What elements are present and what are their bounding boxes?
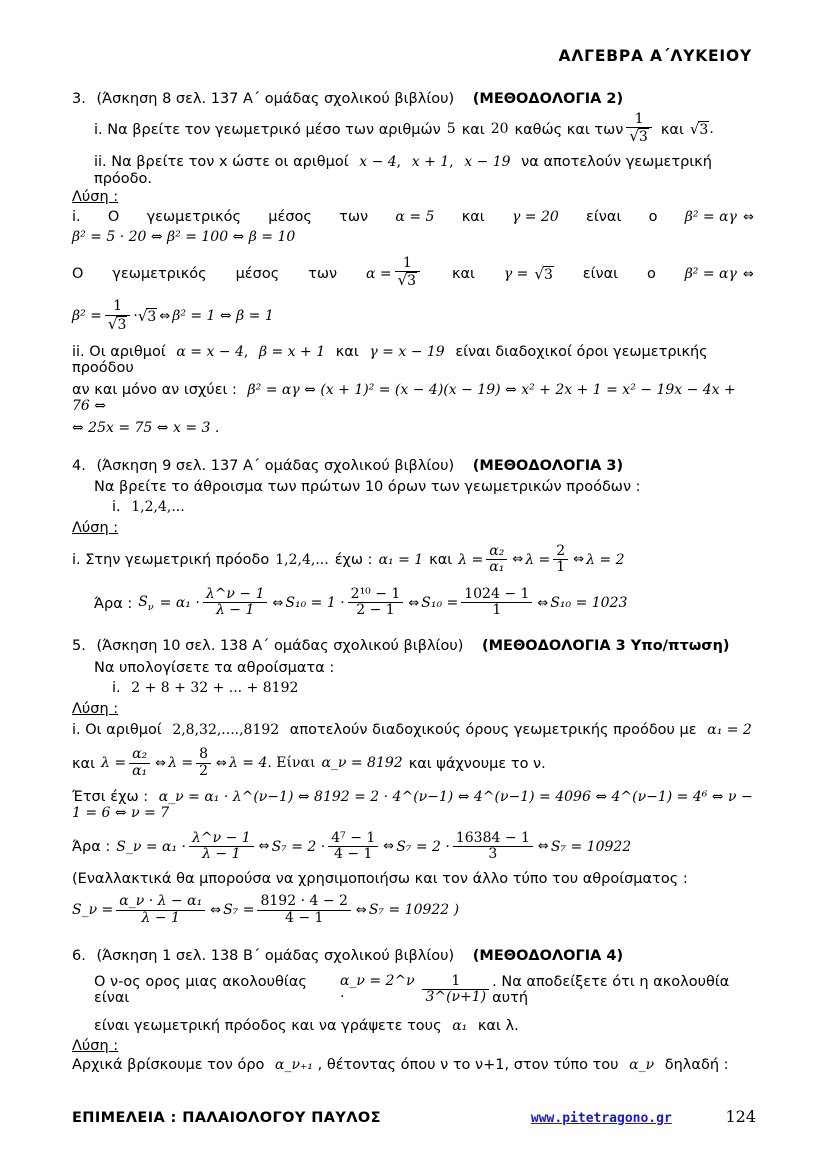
exercise-5-sol-line-2: και λ = $\frac{\text{α₂}}{\text{α₁}}$ ⇔ λ = $\frac{8}{2}$ ⇔ λ = 4 . Είναι α_ν = 8192 και ψάχνουμε το ν. bbox=[72, 746, 546, 779]
sqrt-icon: √3 bbox=[629, 127, 648, 146]
q1-period: . bbox=[709, 120, 714, 137]
sol1-w4: των bbox=[339, 208, 369, 225]
solution-label: Λύση : bbox=[72, 700, 119, 717]
sol2-av: α_ν = 8192 bbox=[321, 755, 403, 772]
q1-av-lead: α_ν = 2^ν · bbox=[339, 973, 415, 1006]
q1-pre: Ο ν-ος ορος μιας ακολουθίας είναι bbox=[94, 973, 307, 1007]
sol3-pre: ii. Οι αριθμοί bbox=[72, 343, 166, 360]
exercise-3-source: (Άσκηση 8 σελ. 137 Α΄ ομάδας σχολικού βιβλίου) bbox=[96, 91, 455, 107]
q1-fraction-one-over-sqrt3: $\frac{1}{√3}$ bbox=[626, 112, 651, 145]
sol4-S7c: S₇ = 10922 bbox=[550, 838, 632, 855]
exercise-5-solution-label-wrap bbox=[72, 701, 756, 717]
sol1-w3: μέσος bbox=[268, 208, 312, 225]
q2-term-3: x − 19 bbox=[464, 154, 511, 171]
sol6-Sv: S_ν = bbox=[72, 902, 114, 919]
sol2-S10b: S₁₀ = bbox=[421, 594, 459, 611]
exercise-6-method: (ΜΕΘΟΔΟΛΟΓΙΑ 4) bbox=[472, 947, 624, 964]
exercise-6-question-2 bbox=[72, 1018, 756, 1035]
sol2-fraction-one-over-sqrt3: $\frac{1}{√3}$ bbox=[395, 256, 420, 289]
sol1-post: αποτελούν διαδοχικούς όρους γεωμετρικής προόδου με bbox=[289, 721, 697, 738]
sol1-kai: και bbox=[429, 552, 453, 569]
exercise-3-solution-label-wrap bbox=[72, 189, 756, 205]
sol6-fraction-alt-formula: $\frac{\text{α\_ν · λ − α₁}}{\lambda - 1}$ bbox=[116, 894, 205, 925]
sol2-line2-mul: · bbox=[133, 308, 138, 325]
exercise-5-number: 5. bbox=[72, 638, 86, 655]
sol6-S7b: S₇ = 10922 ) bbox=[368, 902, 460, 919]
exercise-3-method: (ΜΕΘΟΔΟΛΟΓΙΑ 2) bbox=[472, 91, 624, 107]
sol2-w4: των bbox=[308, 265, 338, 282]
q1-post: . Να αποδείξετε ότι η ακολουθία αυτή bbox=[492, 973, 730, 1007]
q1-value-a: 5 bbox=[446, 120, 456, 137]
sol1-sequence: 2,8,32,....,8192 bbox=[172, 721, 280, 738]
sol6-fraction-8192: $\frac{8192 \cdot 4 - 2}{4 - 1}$ bbox=[257, 894, 350, 925]
sol1-relation: β² = αγ ⇔ bbox=[684, 208, 754, 225]
sol1-line2: β² = 5 · 20 ⇔ β² = 100 ⇔ β = 10 bbox=[72, 228, 296, 245]
exercise-3-sol-line-6 bbox=[72, 382, 756, 415]
sol1-gamma: γ = 20 bbox=[511, 208, 559, 225]
exercise-5-question-1: Να υπολογίσετε τα αθροίσματα : bbox=[94, 659, 335, 676]
sol1-a-nu: α_ν bbox=[629, 1057, 655, 1074]
exercise-5-source: (Άσκηση 10 σελ. 138 Α΄ ομάδας σχολικού βιβλίου) bbox=[96, 638, 464, 655]
exercise-4-question-1: Να βρείτε το άθροισμα των πρώτων 10 όρων των γεωμετρικών προόδων : bbox=[94, 478, 641, 495]
sol1-kai: και bbox=[461, 208, 485, 225]
sol4-fraction-4pow7: $\frac{\text{4⁷ − 1}}{4 - 1}$ bbox=[328, 831, 378, 862]
sol4-math: β² = αγ ⇔ (x + 1)² = (x − 4)(x − 19) ⇔ x² + 2x + 1 = x² − 19x − 4x + 76 ⇔ bbox=[72, 381, 736, 415]
sol2-fraction-8-2: $\frac{8}{2}$ bbox=[196, 747, 211, 778]
sol2-line2-sqrt: √3 bbox=[137, 307, 157, 326]
q2-text-pre: ii. Να βρείτε τον x ώστε οι αριθμοί bbox=[94, 154, 349, 171]
exercise-3-sol-line-7 bbox=[72, 420, 756, 437]
sol2-w1: Ο bbox=[72, 265, 84, 282]
exercise-5-sol-line-5: (Εναλλακτικά θα μπορούσα να χρησιμοποιήσω και τον άλλο τύπο του αθροίσματος : bbox=[72, 871, 688, 888]
ara-label: Άρα : bbox=[94, 595, 133, 612]
document-body bbox=[72, 92, 756, 1074]
sol3-c: γ = x − 19 bbox=[369, 343, 445, 360]
exercise-3 bbox=[72, 92, 756, 437]
exercise-5-title bbox=[72, 639, 756, 654]
solution-label: Λύση : bbox=[72, 519, 119, 536]
sol1-lambda-lead: λ = bbox=[458, 551, 484, 568]
q2-pre: είναι γεωμετρική πρόοδος και να γράψετε τους bbox=[94, 1018, 442, 1035]
exercise-3-sol-line-3 bbox=[72, 257, 756, 290]
solution-label: Λύση : bbox=[72, 1038, 119, 1055]
sol3-lead: Έτσι έχω : bbox=[72, 788, 149, 805]
sol2-fraction-2pow10: $\frac{\text{2¹⁰ − 1}}{2 - 1}$ bbox=[348, 587, 404, 618]
sol2-tail2: και ψάχνουμε το ν. bbox=[408, 755, 546, 772]
q2-term-2: x + 1 bbox=[411, 154, 450, 171]
exercise-5-sol-line-1 bbox=[72, 722, 756, 739]
q1-value-b: 20 bbox=[490, 120, 509, 137]
solution-label: Λύση : bbox=[72, 189, 119, 206]
exercise-5-sol-line-3 bbox=[72, 789, 756, 822]
sol1-mid: , θέτοντας όπου ν το ν+1, στον τύπο του bbox=[317, 1057, 619, 1074]
exercise-4-title bbox=[72, 459, 756, 474]
sol2-gamma-expr: γ = √3 bbox=[503, 264, 553, 283]
sol1-pre: Αρχικά βρίσκουμε τον όρο bbox=[72, 1057, 265, 1074]
footer-page-number: 124 bbox=[725, 1107, 756, 1126]
sol1-eq2: λ = 2 bbox=[586, 551, 625, 568]
sol1-w2: γεωμετρικός bbox=[146, 208, 241, 225]
exercise-4 bbox=[72, 459, 756, 620]
sol2-line2-lead: β² = bbox=[72, 308, 102, 325]
exercise-3-sol-line-1 bbox=[72, 209, 756, 225]
sol3-kai: και bbox=[335, 343, 359, 360]
sol1-fraction-a2-a1: $\frac{\text{α₂}}{\text{α₁}}$ bbox=[486, 544, 507, 575]
ara-label: Άρα : bbox=[72, 839, 111, 856]
sol2-w2: γεωμετρικός bbox=[112, 265, 207, 282]
exercise-3-sol-line-2 bbox=[72, 229, 756, 246]
sol2-fraction-lambda: $\frac{\lambda\^{}\nu - 1}{\lambda - 1}$ bbox=[203, 587, 268, 618]
page-header-title: ΑΛΓΕΒΡΑ Α΄ΛΥΚΕΙΟΥ bbox=[558, 47, 752, 65]
q2-sequence: 1,2,4,... bbox=[131, 499, 185, 516]
q2-term-1: x − 4 bbox=[359, 154, 397, 171]
exercise-4-method: (ΜΕΘΟΔΟΛΟΓΙΑ 3) bbox=[472, 457, 624, 474]
sol1-w1: Ο bbox=[107, 208, 120, 225]
sol2-fraction-1024: $\frac{1024 - 1}{1}$ bbox=[461, 587, 532, 618]
sol2-relation: β² = αγ ⇔ bbox=[684, 265, 754, 282]
exercise-5 bbox=[72, 639, 756, 926]
exercise-5-method: (ΜΕΘΟΔΟΛΟΓΙΑ 3 Υπο/πτωση) bbox=[482, 638, 730, 655]
exercise-3-question-2: ii. Να βρείτε τον x ώστε οι αριθμοί x − 4, x + 1, x − 19 να αποτελούν γεωμετρική πρόοδο. bbox=[94, 154, 712, 188]
exercise-6 bbox=[72, 949, 756, 1074]
exercise-4-number: 4. bbox=[72, 457, 86, 474]
exercise-3-title bbox=[72, 92, 756, 107]
sol2-alpha-expr: α = $\frac{1}{√3}$ bbox=[366, 257, 423, 290]
sol1-o: ο bbox=[648, 208, 658, 225]
exercise-5-sol-line-6: S_ν = $\frac{\text{α\_ν · λ − α₁}}{\lambda - 1}$ ⇔ S₇ = $\frac{8192 \cdot 4 - 2}{4 - 1}$ ⇔ S₇ = 10922 ) bbox=[72, 893, 460, 926]
footer-author: ΕΠΙΜΕΛΕΙΑ : ΠΑΛΑΙΟΛΟΓΟΥ ΠΑΥΛΟΣ bbox=[72, 1110, 381, 1126]
sol3-b: β = x + 1 bbox=[258, 343, 326, 360]
sol2-S10c: S₁₀ = 1023 bbox=[550, 594, 628, 611]
sol2-eq1-lead: λ = bbox=[168, 755, 194, 772]
sol6-S7a: S₇ = bbox=[223, 902, 255, 919]
sol1-a1: α₁ = 2 bbox=[707, 721, 752, 738]
sol1-pre: i. Οι αριθμοί bbox=[72, 721, 162, 738]
footer-website-link[interactable]: www.pitetragono.gr bbox=[530, 1111, 672, 1126]
sol1-pre: i. Στην γεωμετρική πρόοδο bbox=[72, 552, 270, 569]
exercise-6-source: (Άσκηση 1 σελ. 138 Β΄ ομάδας σχολικού βιβλίου) bbox=[96, 947, 455, 964]
sol4-Sv: S_ν = α₁ · bbox=[116, 838, 186, 855]
exercise-3-sol-line-5: ii. Οι αριθμοί α = x − 4, β = x + 1 και γ = x − 19 είναι διαδοχικοί όροι γεωμετρικής προόδου bbox=[72, 343, 708, 377]
sol3-a: α = x − 4 bbox=[176, 343, 244, 360]
q2-label: i. bbox=[112, 499, 121, 516]
sol5-math: ⇔ 25x = 75 ⇔ x = 3 . bbox=[72, 419, 220, 436]
sol4-pre: αν και μόνο αν ισχύει : bbox=[72, 381, 237, 398]
sol1-alpha: α = 5 bbox=[395, 208, 435, 225]
sol4-fraction-16384: $\frac{16384 - 1}{3}$ bbox=[453, 831, 533, 862]
sol2-kai: και bbox=[451, 265, 475, 282]
q2-text-post: να αποτελούν γεωμετρική πρόοδο. bbox=[94, 154, 712, 188]
sol2-lambda-lead: λ = bbox=[101, 755, 127, 772]
exercise-6-sol-line-1 bbox=[72, 1057, 756, 1074]
exercise-5-question-2 bbox=[72, 680, 756, 697]
exercise-4-sol-line-1: i. Στην γεωμετρική πρόοδο 1,2,4,... έχω : α₁ = 1 και λ = $\frac{\text{α₂}}{\text{α₁}}$ ⇔ λ = $\frac{2}{1}$ ⇔ λ = 2 bbox=[72, 542, 625, 576]
q1-text-pre: i. Να βρείτε τον γεωμετρικό μέσο των αριθμών bbox=[94, 121, 441, 138]
sol2-Sv: $S_\nu$ bbox=[138, 593, 154, 613]
sol3-post: είναι διαδοχικοί όροι γεωμετρικής προόδου bbox=[72, 343, 708, 377]
q1-sqrt-3: √3 bbox=[689, 119, 709, 138]
exercise-4-question-2 bbox=[72, 499, 756, 516]
exercise-4-solution-label-wrap bbox=[72, 520, 756, 536]
sol4-S7b: S₇ = 2 · bbox=[396, 838, 450, 855]
exercise-4-source: (Άσκηση 9 σελ. 137 Α΄ ομάδας σχολικού βιβλίου) bbox=[96, 457, 455, 474]
q1-fraction-1-over-3pow: $\frac{1}{3\^{}(\nu+1)}$ bbox=[422, 974, 489, 1005]
exercise-3-question-1 bbox=[72, 113, 756, 146]
sol1-a-nu-plus-1: α_ν₊₁ bbox=[275, 1057, 313, 1074]
sol1-a1: α₁ = 1 bbox=[378, 551, 424, 568]
sol2-tail1: . Είναι bbox=[267, 755, 316, 772]
sol2-eq2: λ = 4 bbox=[228, 755, 268, 772]
q1-text-mid: καθώς και των bbox=[514, 121, 624, 138]
sol2-w3: μέσος bbox=[235, 265, 280, 282]
sol1-sequence: 1,2,4,... bbox=[275, 551, 329, 568]
sol2-o: ο bbox=[646, 265, 656, 282]
sol2-line2-fraction: $\frac{1}{√3}$ bbox=[105, 299, 130, 332]
sol1-fraction-2-1: $\frac{2}{1}$ bbox=[553, 544, 568, 575]
q2-sum-expression: 2 + 8 + 32 + ... + 8192 bbox=[131, 679, 299, 696]
sol2-einai: είναι bbox=[582, 265, 619, 282]
sol2-eq: = α₁ · bbox=[159, 594, 200, 611]
q2-a1: α₁ bbox=[452, 1018, 468, 1035]
sol4-fraction-lambda: $\frac{\lambda\^{}\nu - 1}{\lambda - 1}$ bbox=[189, 831, 254, 862]
exercise-3-sol-line-4: β² = $\frac{1}{√3}$ · √3 ⇔ β² = 1 ⇔ β = 1 bbox=[72, 298, 274, 333]
q1-kai-2: και bbox=[660, 121, 684, 138]
exercise-6-solution-label-wrap bbox=[72, 1038, 756, 1054]
sol2-S10a: S₁₀ = 1 · bbox=[285, 594, 345, 611]
sol1-echo: έχω : bbox=[334, 552, 373, 569]
sol2-fraction-a2-a1: $\frac{\text{α₂}}{\text{α₁}}$ bbox=[129, 747, 150, 778]
exercise-6-title bbox=[72, 949, 756, 964]
sol1-post: δηλαδή : bbox=[664, 1057, 729, 1074]
q1-kai-1: και bbox=[461, 121, 485, 138]
sol2-kai: και bbox=[72, 755, 96, 772]
q2-post: και λ. bbox=[477, 1018, 519, 1035]
sol1-einai: είναι bbox=[586, 208, 622, 225]
exercise-6-number: 6. bbox=[72, 947, 86, 964]
exercise-3-number: 3. bbox=[72, 91, 86, 107]
sol1-i: i. bbox=[72, 208, 81, 225]
page-footer bbox=[72, 1107, 756, 1126]
sol1-eq1-lead: λ = bbox=[525, 551, 551, 568]
sol2-line2-tail: β² = 1 ⇔ β = 1 bbox=[172, 308, 274, 325]
q2-label: i. bbox=[112, 679, 121, 696]
sol3-math: α_ν = α₁ · λ^(ν−1) ⇔ 8192 = 2 · 4^(ν−1) ⇔ 4^(ν−1) = 4096 ⇔ 4^(ν−1) = 4⁶ ⇔ ν − 1 = 6 ⇔ ν = 7 bbox=[72, 788, 753, 822]
exercise-6-question-1 bbox=[72, 974, 756, 1006]
sol4-S7a: S₇ = 2 · bbox=[271, 838, 326, 855]
exercise-4-sol-line-2: Άρα : $S_\nu$ = α₁ · $\frac{\lambda\^{}\nu - 1}{\lambda - 1}$ ⇔ S₁₀ = 1 · $\frac{\text{2¹⁰ − 1}}{2 - 1}$ ⇔ S₁₀ = $\frac{1024 - 1}{1}$ ⇔ S₁₀ = 1023 bbox=[94, 586, 628, 619]
exercise-5-sol-line-4: Άρα : S_ν = α₁ · $\frac{\lambda\^{}\nu - 1}{\lambda - 1}$ ⇔ S₇ = 2 · $\frac{\text{4⁷ − 1}}{4 - 1}$ ⇔ S₇ = 2 · $\frac{16384 - 1}{3}$ ⇔ S₇ = 10922 bbox=[72, 830, 632, 863]
